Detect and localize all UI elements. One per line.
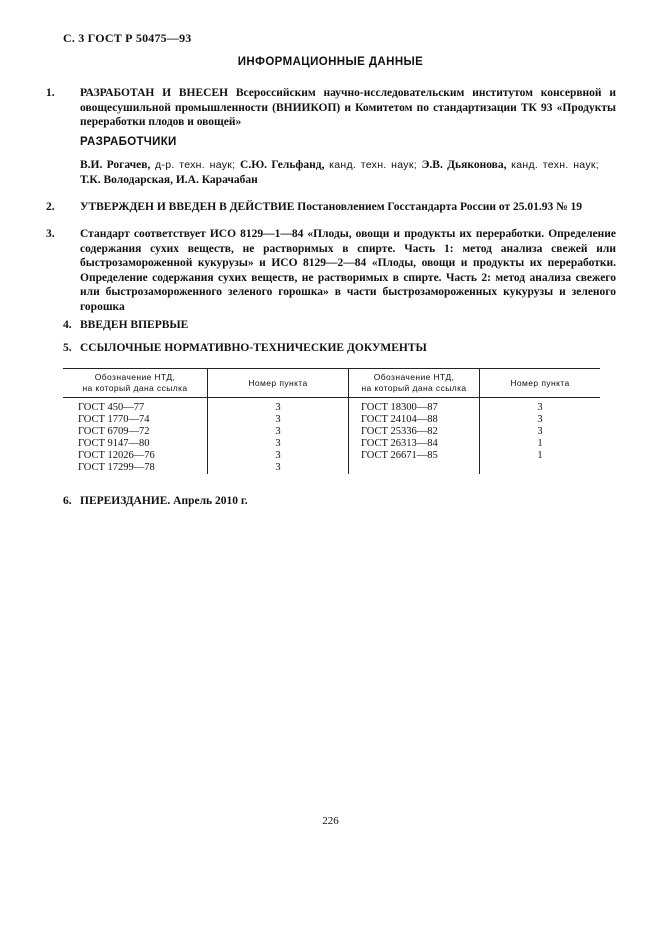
table-cell: 3 bbox=[275, 450, 281, 461]
table-cell: 3 bbox=[537, 426, 543, 437]
section-2-lead: УТВЕРЖДЕН И ВВЕДЕН В ДЕЙСТВИЕ bbox=[80, 201, 295, 213]
section-5-number: 5. bbox=[63, 342, 72, 354]
header-doc-left: Обозначение НТД, на который дана ссылка bbox=[63, 369, 208, 398]
table-cell: ГОСТ 1770—74 bbox=[78, 414, 150, 425]
developer-degree: д-р. техн. наук; bbox=[150, 159, 241, 171]
section-4-number: 4. bbox=[63, 319, 72, 331]
section-1 bbox=[46, 86, 616, 130]
table-cell: 1 bbox=[537, 438, 543, 449]
section-5-text: ССЫЛОЧНЫЕ НОРМАТИВНО-ТЕХНИЧЕСКИЕ ДОКУМЕНТЫ bbox=[80, 342, 427, 354]
running-head: С. 3 ГОСТ Р 50475—93 bbox=[63, 31, 192, 45]
table-body-row bbox=[63, 398, 600, 475]
developers-heading: РАЗРАБОТЧИКИ bbox=[80, 136, 177, 148]
table-cell: ГОСТ 6709—72 bbox=[78, 426, 150, 437]
reference-documents-table bbox=[63, 368, 600, 474]
page-number: 226 bbox=[322, 815, 339, 827]
left-doc-column bbox=[63, 398, 208, 475]
developer-name: Э.В. Дьяконова, bbox=[421, 159, 507, 171]
section-2 bbox=[46, 200, 616, 215]
section-6-number: 6. bbox=[63, 495, 72, 507]
section-2-number: 2. bbox=[46, 201, 55, 213]
developer-name: Т.К. Володарская, И.А. Карачабан bbox=[80, 174, 258, 186]
section-4-text: ВВЕДЕН ВПЕРВЫЕ bbox=[80, 319, 189, 331]
developer-name: С.Ю. Гельфанд, bbox=[240, 159, 325, 171]
section-2-text: Постановлением Госстандарта России от 25.01.93 № 19 bbox=[294, 201, 583, 213]
header-item-left: Номер пункта bbox=[208, 369, 349, 398]
developer-degree: канд. техн. наук; bbox=[324, 159, 422, 171]
table-cell: ГОСТ 18300—87 bbox=[361, 402, 438, 413]
table-cell: 3 bbox=[275, 414, 281, 425]
table-cell: ГОСТ 25336—82 bbox=[361, 426, 438, 437]
section-5 bbox=[63, 341, 599, 356]
section-6 bbox=[63, 494, 599, 509]
table-cell: 3 bbox=[275, 402, 281, 413]
section-3-number: 3. bbox=[46, 228, 55, 240]
table-cell: 3 bbox=[275, 426, 281, 437]
table-cell: 3 bbox=[275, 438, 281, 449]
developer-degree: канд. техн. наук; bbox=[506, 159, 599, 171]
right-item-column bbox=[480, 398, 601, 475]
header-item-right: Номер пункта bbox=[480, 369, 601, 398]
table-cell: 3 bbox=[537, 402, 543, 413]
section-4 bbox=[63, 318, 599, 333]
section-1-number: 1. bbox=[46, 87, 55, 99]
table-cell: ГОСТ 26671—85 bbox=[361, 450, 438, 461]
table-cell: ГОСТ 12026—76 bbox=[78, 450, 155, 461]
table-cell: ГОСТ 9147—80 bbox=[78, 438, 150, 449]
section-3-text: Стандарт соответствует ИСО 8129—1—84 «Плоды, овощи и продукты их переработки. Определение содержания сухих веществ, не растворимых в спирте. Часть 1: метод анализа свежей или быстрозамороженной кукурузы» и ИСО 8129—2—84 «Плоды, овощи и продукты их переработки. Определение содержания сухих веществ, не растворимых в спирте. Часть 2: метод анализа свежего или быстрозамороженного зеленого горошка» в части быстрозамороженных кукурузы и зеленого горошка bbox=[80, 228, 616, 313]
left-item-column bbox=[208, 398, 349, 475]
table-cell: 1 bbox=[537, 450, 543, 461]
developer-name: В.И. Рогачев, bbox=[80, 159, 151, 171]
section-6-text: ПЕРЕИЗДАНИЕ. Апрель 2010 г. bbox=[80, 495, 248, 507]
developers-list bbox=[80, 158, 599, 188]
table-cell: ГОСТ 26313—84 bbox=[361, 438, 438, 449]
table-cell: ГОСТ 17299—78 bbox=[78, 462, 155, 473]
table-cell: 3 bbox=[275, 462, 281, 473]
table-cell: 3 bbox=[537, 414, 543, 425]
page-title: ИНФОРМАЦИОННЫЕ ДАННЫЕ bbox=[237, 56, 424, 68]
table-cell: ГОСТ 450—77 bbox=[78, 402, 145, 413]
header-doc-right: Обозначение НТД, на который дана ссылка bbox=[349, 369, 480, 398]
section-3 bbox=[46, 227, 616, 314]
section-1-text: Всероссийским научно-исследовательским институтом консервной и овощесушильной промышленности (ВНИИКОП) и Комитетом по стандартизации ТК 93 «Продукты переработки плодов и овощей» bbox=[80, 87, 616, 128]
right-doc-column bbox=[349, 398, 480, 475]
table-cell: ГОСТ 24104—88 bbox=[361, 414, 438, 425]
table-header-row bbox=[63, 369, 600, 398]
section-1-lead: РАЗРАБОТАН И ВНЕСЕН bbox=[80, 87, 229, 99]
